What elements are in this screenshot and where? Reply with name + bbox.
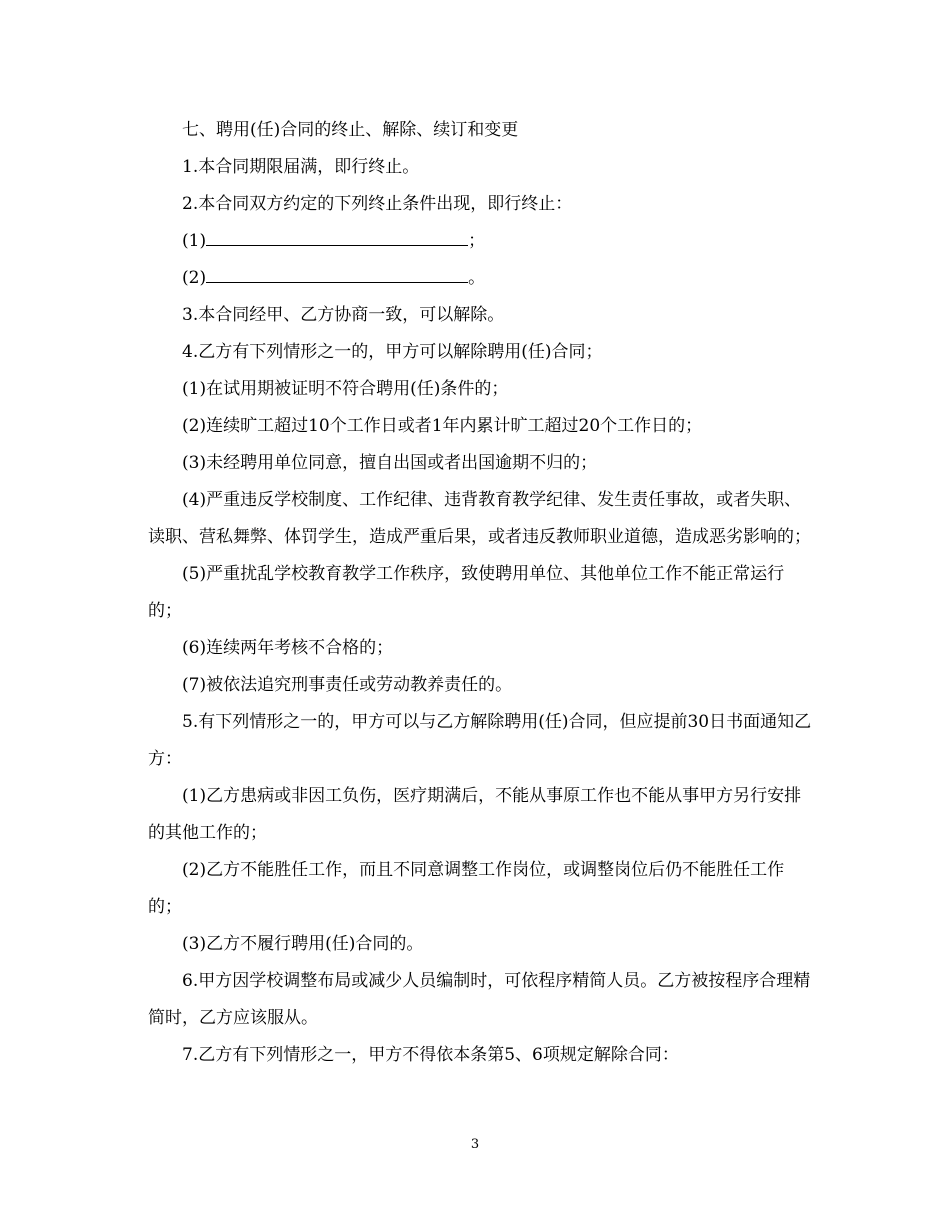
paragraph: (6)连续两年考核不合格的； <box>182 638 394 658</box>
document-body <box>148 112 812 1074</box>
paragraph: (1)乙方患病或非因工负伤，医疗期满后，不能从事原工作也不能从事甲方另行安排的其他工作的； <box>148 786 802 843</box>
paragraph: (1)在试用期被证明不符合聘用(任)条件的； <box>182 379 509 399</box>
paragraph: 4.乙方有下列情形之一的，甲方可以解除聘用(任)合同； <box>182 342 603 362</box>
paragraph: (4)严重违反学校制度、工作纪律、违背教育教学纪律、发生责任事故，或者失职、读职、营私舞弊、体罚学生，造成严重后果，或者违反教师职业道德，造成恶劣影响的； <box>148 490 811 547</box>
paragraph: (3)未经聘用单位同意，擅自出国或者出国逾期不归的； <box>182 453 598 473</box>
paragraph: 1.本合同期限届满，即行终止。 <box>182 157 420 177</box>
paragraph: (2)乙方不能胜任工作，而且不同意调整工作岗位，或调整岗位后仍不能胜任工作的； <box>148 860 785 917</box>
paragraph: 2.本合同双方约定的下列终止条件出现，即行终止： <box>182 194 573 214</box>
paragraph: (7)被依法追究刑事责任或劳动教养责任的。 <box>182 675 513 695</box>
paragraph: 6.甲方因学校调整布局或减少人员编制时，可依程序精简人员。乙方被按程序合理精简时，乙方应该服从。 <box>148 971 811 1028</box>
blank-item-suffix: 。 <box>468 268 486 288</box>
blank-item-1 <box>148 223 812 260</box>
paragraph: (2)连续旷工超过10个工作日或者1年内累计旷工超过20个工作日的； <box>182 416 703 436</box>
paragraph: 3.本合同经甲、乙方协商一致，可以解除。 <box>182 305 505 325</box>
blank-item-prefix: (1) <box>182 231 207 251</box>
section-heading: 七、聘用(任)合同的终止、解除、续订和变更 <box>182 120 519 140</box>
paragraph: (5)严重扰乱学校教育教学工作秩序，致使聘用单位、其他单位工作不能正常运行的； <box>148 564 785 621</box>
fill-in-blank <box>206 223 468 246</box>
page-number: 3 <box>470 1137 480 1152</box>
blank-item-prefix: (2) <box>182 268 207 288</box>
blank-item-2 <box>148 260 812 297</box>
paragraph: (3)乙方不履行聘用(任)合同的。 <box>182 934 424 954</box>
paragraph: 5.有下列情形之一的，甲方可以与乙方解除聘用(任)合同，但应提前30日书面通知乙方： <box>148 712 812 769</box>
paragraph: 7.乙方有下列情形之一，甲方不得依本条第5、6项规定解除合同： <box>182 1045 679 1065</box>
fill-in-blank <box>206 260 468 283</box>
blank-item-suffix: ； <box>468 231 486 251</box>
